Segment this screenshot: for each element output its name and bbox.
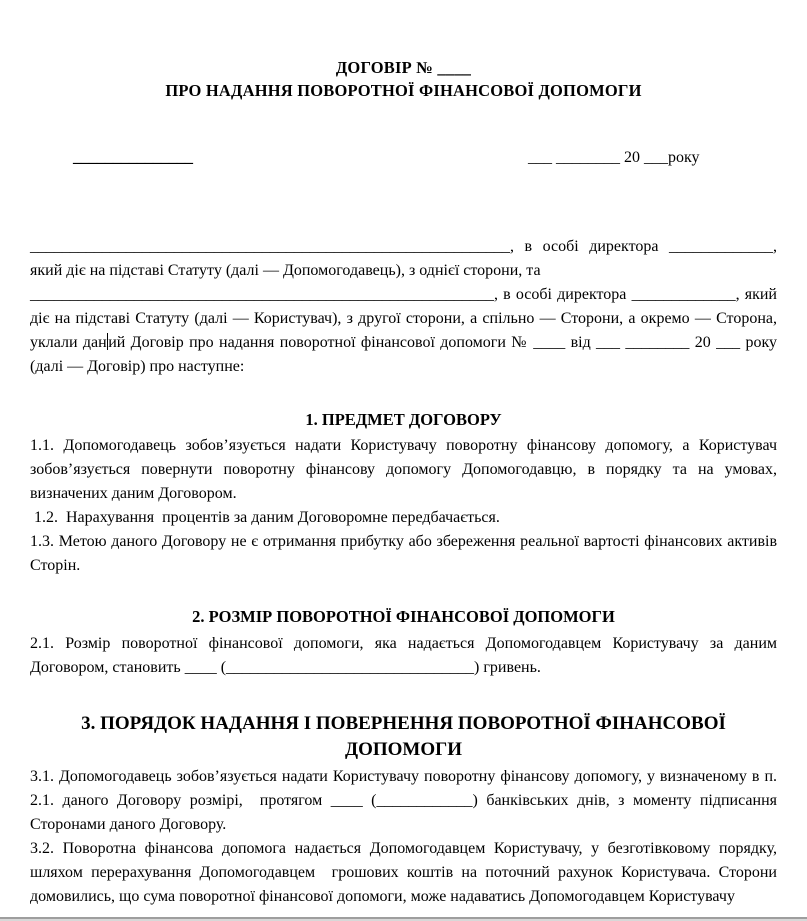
place-blank-line[interactable]: _______________: [73, 149, 193, 166]
section-3-heading: 3. ПОРЯДОК НАДАННЯ І ПОВЕРНЕННЯ ПОВОРОТНОЇ ФІНАНСОВОЇ ДОПОМОГИ: [81, 713, 726, 760]
date-line: [30, 149, 777, 173]
clause-3-1[interactable]: 3.1. Допомогодавець зобов’язується надати Користувачу поворотну фінансову допомогу, у визначеному в п. 2.1. даного Договору розмірі, протягом ____ (____________) банківських днів, з моменту підписання Сторонами даного Договору.: [30, 768, 781, 833]
clause-1-2[interactable]: 1.2. Нарахування процентів за даним Договоромне передбачається.: [30, 509, 500, 526]
clause-1-1[interactable]: 1.1. Допомогодавець зобов’язується надати Користувачу поворотну фінансову допомогу, а Користувач зобов’язується повернути поворотну фінансову допомогу Допомогодавцю, в порядку та на умовах, визначених даним Договором.: [30, 437, 781, 502]
section-2: [30, 605, 781, 680]
preamble-p2-text-after-caret: ий Договір про надання поворотної фінансової допомоги № ____ від ___ ________ 20 ___ року (далі — Договір) про наступне:: [30, 334, 781, 375]
preamble-paragraph-2[interactable]: [30, 283, 781, 379]
document-title-line2: ПРО НАДАННЯ ПОВОРОТНОЇ ФІНАНСОВОЇ ДОПОМОГИ: [165, 81, 642, 100]
clause-3-2[interactable]: 3.2. Поворотна фінансова допомога надається Допомогодавцем Користувачу, у безготівковому порядку, шляхом перерахування Допомогодавцем грошових коштів на поточний рахунок Користувача. Сторони домовились, що сума поворотної фінансової допомоги, може надаватись Допомогодавцем Користувачу: [30, 840, 781, 905]
date-blank-line[interactable]: ___ ________ 20 ___року: [528, 149, 700, 166]
clause-2-1[interactable]: 2.1. Розмір поворотної фінансової допомоги, яка надається Допомогодавцем Користувачу за даним Договором, становить ____ (_______________________________) гривень.: [30, 635, 781, 676]
document-title-line1: ДОГОВІР № ____: [335, 58, 472, 77]
section-2-heading: 2. РОЗМІР ПОВОРОТНОЇ ФІНАНСОВОЇ ДОПОМОГИ: [192, 607, 615, 626]
page-bottom-edge: [0, 917, 807, 921]
section-3: [30, 711, 781, 909]
preamble: [30, 235, 781, 379]
section-1: [30, 408, 781, 578]
section-1-heading: 1. ПРЕДМЕТ ДОГОВОРУ: [305, 410, 502, 429]
preamble-paragraph-1[interactable]: ____________________________________________________________, в особі директора _____________, який діє на підставі Статуту (далі — Допомогодавець), з однієї сторони, та: [30, 238, 781, 279]
preamble-p2-text-before-caret: __________________________________________________________, в особі директора _____________, який діє на підставі Статуту (далі — Користувач), з другої сторони, а спільно — Сторони, а окремо — Сторона, уклали дан: [30, 286, 781, 351]
document-page[interactable]: [0, 56, 807, 921]
clause-1-3[interactable]: 1.3. Метою даного Договору не є отримання прибутку або збереження реальної вартості фінансових активів Сторін.: [30, 533, 781, 574]
document-title: [30, 56, 777, 102]
